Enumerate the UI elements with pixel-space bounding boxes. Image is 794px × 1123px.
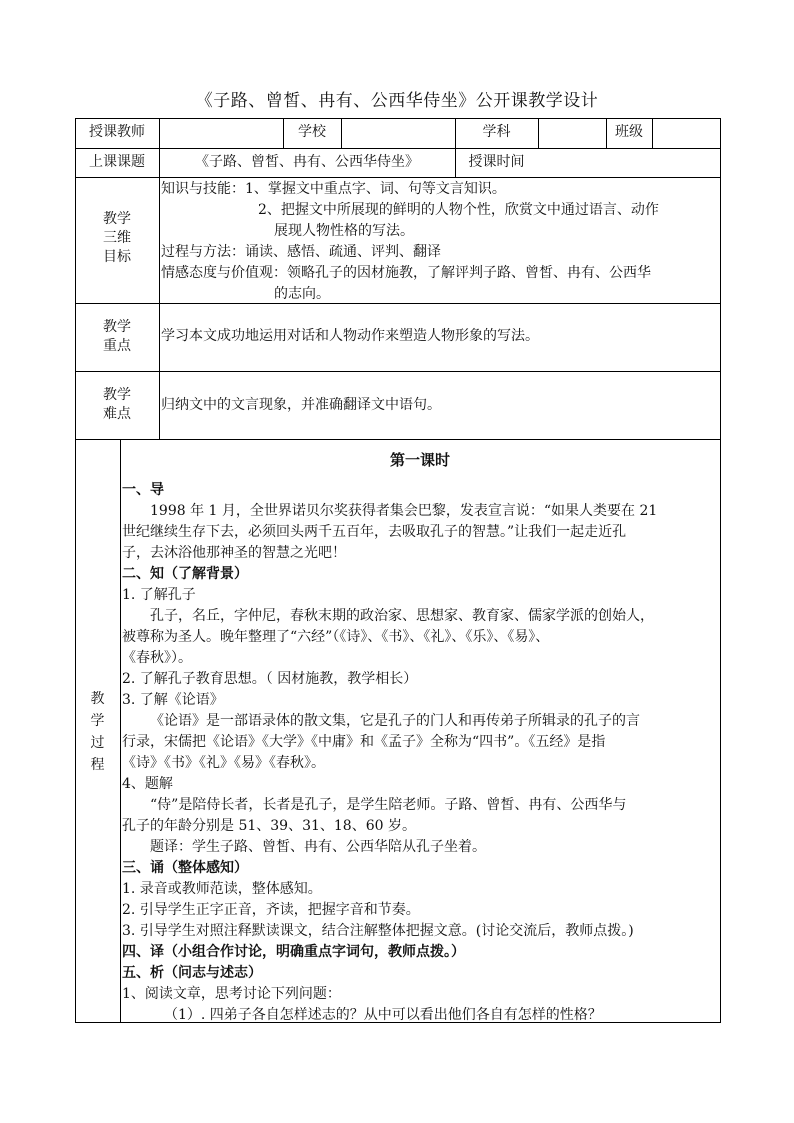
process-text-line: 世纪继续生存下去，必须回头两千五百年，去吸取孔子的智慧。”让我们一起走近孔 (122, 524, 627, 540)
topic-label: 上课课题 (89, 154, 145, 170)
process-text-line: 子，去沐浴他那神圣的智慧之光吧！ (122, 545, 346, 561)
process-text-line: 4、题解 (122, 776, 173, 792)
goals-label-line: 目标 (103, 249, 131, 265)
table-border-top (75, 118, 721, 119)
goal-knowledge-line: 知识与技能：1、掌握文中重点字、词、句等文言知识。 (161, 181, 506, 197)
process-text-line: 1、阅读文章，思考讨论下列问题： (122, 986, 341, 1002)
process-text-line: 2. 了解孔子教育思想。（ 因材施教，教学相长） (122, 671, 418, 687)
table-border-right (720, 118, 721, 1023)
goal-knowledge-line: 2、把握文中所展现的鲜明的人物个性，欣赏文中通过语言、动作 (258, 202, 659, 218)
goals-label-line: 教学 (103, 211, 131, 227)
row-divider (75, 371, 721, 372)
process-text-line: （1）. 四弟子各自怎样述志的？从中可以看出他们各自有怎样的性格？ (164, 1007, 602, 1023)
process-text-line: 孔子的年龄分别是 51、39、31、18、60 岁。 (122, 818, 416, 834)
process-text-line: 3. 了解《论语》 (122, 692, 224, 708)
process-text-line: 被尊称为圣人。晚年整理了“六经”（《诗》、《书》、《礼》、《乐》、《易》、 (122, 629, 550, 645)
goals-content (161, 179, 717, 305)
difficulties-label (75, 386, 159, 424)
process-text-line: 题译：学生子路、曾皙、冉有、公西华陪从孔子坐着。 (150, 839, 486, 855)
difficulties-text: 归纳文中的文言现象，并准确翻译文中语句。 (161, 397, 441, 413)
process-text-line: 1. 了解孔子 (122, 587, 196, 603)
school-label: 学校 (298, 124, 326, 140)
goal-knowledge-line: 展现人物性格的写法。 (274, 223, 414, 239)
subject-label: 学科 (482, 124, 511, 140)
process-text-line: 《诗》《书》《礼》《易》《春秋》。 (122, 755, 325, 771)
goal-emotion-line: 的志向。 (274, 286, 330, 302)
col-divider (652, 118, 653, 148)
document-title: 《子路、曾皙、冉有、公西华侍坐》公开课教学设计 (195, 91, 599, 111)
key-points-label-line: 重点 (103, 338, 131, 354)
process-text-line: 《春秋》）。 (122, 650, 192, 666)
goals-label (75, 210, 159, 267)
process-label-char: 学 (90, 713, 105, 729)
process-label-divider (120, 439, 121, 1022)
row-divider (75, 148, 721, 149)
section-heading: 四、译（小组合作讨论，明确重点字词句，教师点拨。） (122, 944, 465, 960)
goal-process-line: 过程与方法：诵读、感悟、疏通、评判、翻译 (161, 244, 441, 260)
process-text-line: 孔子，名丘，字仲尼，春秋末期的政治家、思想家、教育家、儒家学派的创始人， (150, 608, 654, 624)
process-label-char: 程 (90, 757, 105, 773)
row-divider (75, 177, 721, 178)
process-content (122, 480, 718, 1026)
process-label-char: 过 (90, 735, 105, 751)
time-label: 授课时间 (468, 154, 525, 170)
key-points-label (75, 318, 159, 356)
difficulties-label-line: 教学 (103, 387, 131, 403)
lesson-plan-table (75, 118, 721, 1023)
class-label: 班级 (615, 124, 643, 140)
key-points-text: 学习本文成功地运用对话和人物动作来塑造人物形象的写法。 (161, 328, 539, 344)
process-text-line: 1. 录音或教师范读，整体感知。 (122, 881, 322, 897)
process-text-line: 《论语》是一部语录体的散文集，它是孔子的门人和再传弟子所辑录的孔子的言 (150, 713, 640, 729)
row-divider (75, 439, 721, 440)
lesson-title: 第一课时 (389, 451, 450, 469)
process-text-line: 2. 引导学生正字正音，齐读，把握字音和节奏。 (122, 902, 420, 918)
col-divider (341, 118, 342, 148)
section-heading: 三、诵（整体感知） (122, 860, 248, 876)
col-divider (538, 118, 539, 148)
difficulties-label-line: 难点 (103, 406, 131, 422)
process-text-line: 1998 年 1 月，全世界诺贝尔奖获得者集会巴黎，发表宣言说：“如果人类要在 21 (150, 503, 658, 519)
key-points-label-line: 教学 (103, 319, 131, 335)
topic-value: 《子路、曾皙、冉有、公西华侍坐》 (195, 154, 419, 170)
goal-emotion-line: 情感态度与价值观：领略孔子的因材施教，了解评判子路、曾皙、冉有、公西华 (161, 265, 651, 281)
section-heading: 五、析（问志与述志） (122, 965, 262, 981)
process-text-line: “侍”是陪侍长者，长者是孔子，是学生陪老师。子路、曾皙、冉有、公西华与 (150, 797, 627, 813)
process-text-line: 3. 引导学生对照注释默读课文，结合注解整体把握文意。(讨论交流后，教师点拨。) (122, 923, 634, 939)
goals-label-line: 三维 (103, 230, 131, 246)
process-label (75, 688, 120, 776)
section-heading: 二、知（了解背景） (122, 566, 248, 582)
teacher-label: 授课教师 (89, 124, 145, 140)
process-label-char: 教 (90, 691, 105, 707)
process-text-line: 行录，宋儒把《论语》《大学》《中庸》和《孟子》全称为“四书”。《五经》是指 (122, 734, 606, 750)
section-heading: 一、导 (122, 482, 164, 498)
